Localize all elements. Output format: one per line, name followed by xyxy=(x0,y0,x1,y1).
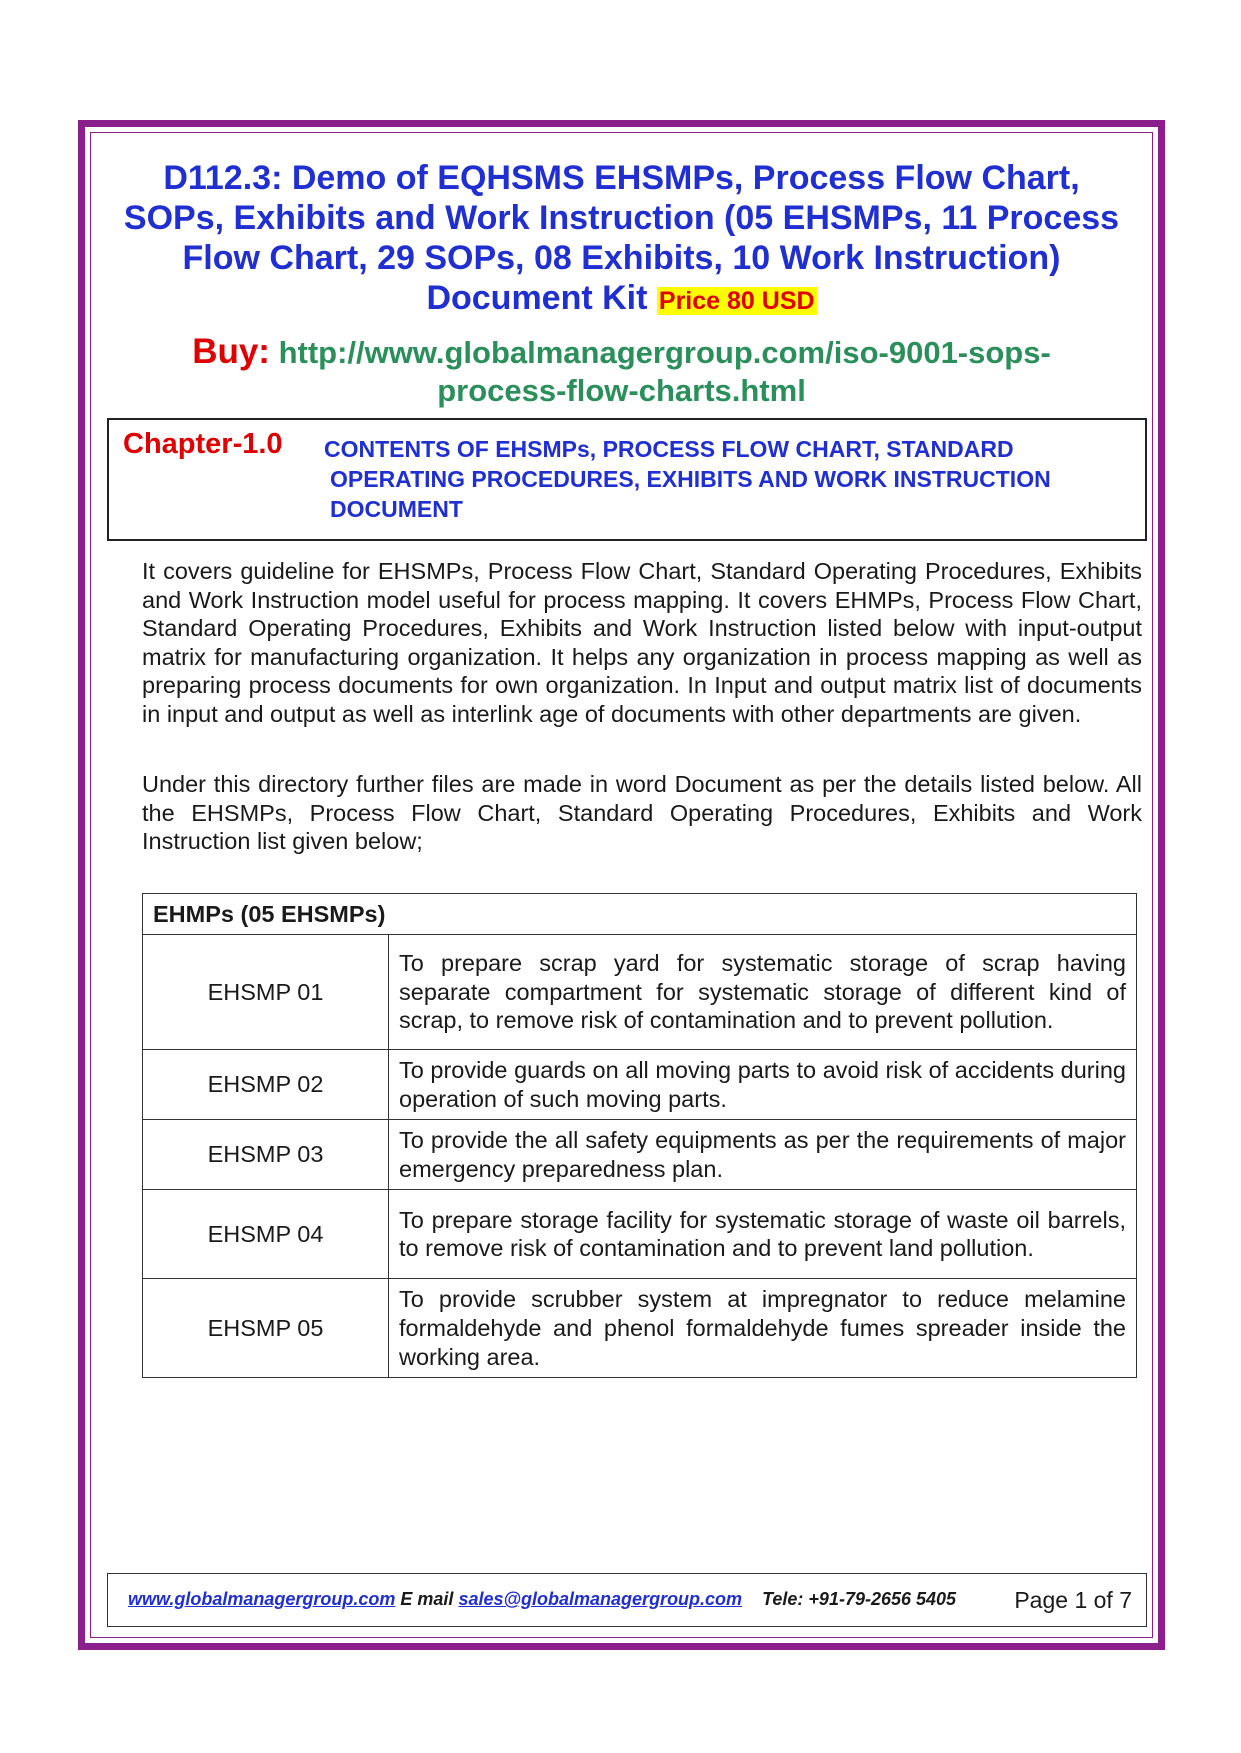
chapter-title-line-2: OPERATING PROCEDURES, EXHIBITS AND WORK INSTRUCTION xyxy=(330,466,1051,492)
ehsmp-code: EHSMP 05 xyxy=(143,1279,389,1378)
chapter-title-line-1: CONTENTS OF EHSMPs, PROCESS FLOW CHART, STANDARD xyxy=(324,436,1014,462)
document-title xyxy=(101,158,1142,321)
buy-url-part-2[interactable]: process-flow-charts.html xyxy=(437,373,806,408)
directory-paragraph: Under this directory further files are made in word Document as per the details listed below. All the EHSMPs, Process Flow Chart, Standard Operating Procedures, Exhibits and Work Instruction list given below; xyxy=(142,771,1142,855)
footer-phone: Tele: +91-79-2656 5405 xyxy=(762,1589,957,1609)
ehsmp-description: To provide scrubber system at impregnator to reduce melamine formaldehyde and phenol formaldehyde fumes spreader inside the working area. xyxy=(389,1279,1137,1378)
intro-paragraph: It covers guideline for EHSMPs, Process Flow Chart, Standard Operating Procedures, Exhibits and Work Instruction model useful for process mapping. It covers EHMPs, Process Flow Chart, Standard Operating Procedures, Exhibits and Work Instruction listed below with input-output matrix for manufacturing organization. It helps any organization in process mapping as well as preparing process documents for own organization. In Input and output matrix list of documents in input and output as well as interlink age of documents with other departments are given. xyxy=(142,558,1142,727)
chapter-label: Chapter-1.0 xyxy=(123,428,283,460)
table-row xyxy=(143,1279,1137,1378)
inner-frame xyxy=(90,132,1153,1638)
buy-url-part-1[interactable]: http://www.globalmanagergroup.com/iso-9001-sops- xyxy=(278,335,1051,370)
title-line-3: Flow Chart, 29 SOPs, 08 Exhibits, 10 Work Instruction) xyxy=(182,239,1061,277)
table-header-row xyxy=(143,894,1137,935)
ehsmp-table xyxy=(142,893,1137,1378)
title-line-1: D112.3: Demo of EQHSMS EHSMPs, Process Flow Chart, xyxy=(163,159,1080,197)
ehsmp-description: To prepare storage facility for systematic storage of waste oil barrels, to remove risk of contamination and to prevent land pollution. xyxy=(389,1190,1137,1279)
title-line-4 xyxy=(101,278,1142,321)
chapter-box xyxy=(107,418,1147,541)
footer-email-link[interactable]: sales@globalmanagergroup.com xyxy=(458,1589,743,1609)
page-frame xyxy=(78,120,1165,1650)
ehsmp-code: EHSMP 04 xyxy=(143,1190,389,1279)
ehsmp-code: EHSMP 03 xyxy=(143,1120,389,1190)
ehsmp-code: EHSMP 02 xyxy=(143,1050,389,1120)
chapter-title xyxy=(324,434,1131,524)
title-line-2: SOPs, Exhibits and Work Instruction (05 EHSMPs, 11 Process xyxy=(123,199,1120,237)
buy-line xyxy=(101,333,1142,410)
footer-contact xyxy=(128,1589,956,1610)
table-row xyxy=(143,935,1137,1050)
ehsmp-description: To provide guards on all moving parts to avoid risk of accidents during operation of such moving parts. xyxy=(389,1050,1137,1120)
chapter-title-line-3: DOCUMENT xyxy=(330,496,463,522)
table-header: EHMPs (05 EHSMPs) xyxy=(143,894,1137,935)
footer-email-label: E mail xyxy=(400,1589,454,1609)
ehsmp-description: To provide the all safety equipments as per the requirements of major emergency preparedness plan. xyxy=(389,1120,1137,1190)
ehsmp-code: EHSMP 01 xyxy=(143,935,389,1050)
buy-label: Buy: xyxy=(192,332,270,371)
page-number: Page 1 of 7 xyxy=(1014,1587,1132,1613)
table-row xyxy=(143,1050,1137,1120)
table-row xyxy=(143,1190,1137,1279)
title-kit-label: Document Kit xyxy=(426,279,648,317)
table-row xyxy=(143,1120,1137,1190)
footer xyxy=(107,1573,1147,1627)
footer-website-link[interactable]: www.globalmanagergroup.com xyxy=(128,1589,396,1609)
ehsmp-description: To prepare scrap yard for systematic storage of scrap having separate compartment for systematic storage of different kind of scrap, to remove risk of contamination and to prevent pollution. xyxy=(389,935,1137,1050)
price-badge: Price 80 USD xyxy=(658,287,815,315)
